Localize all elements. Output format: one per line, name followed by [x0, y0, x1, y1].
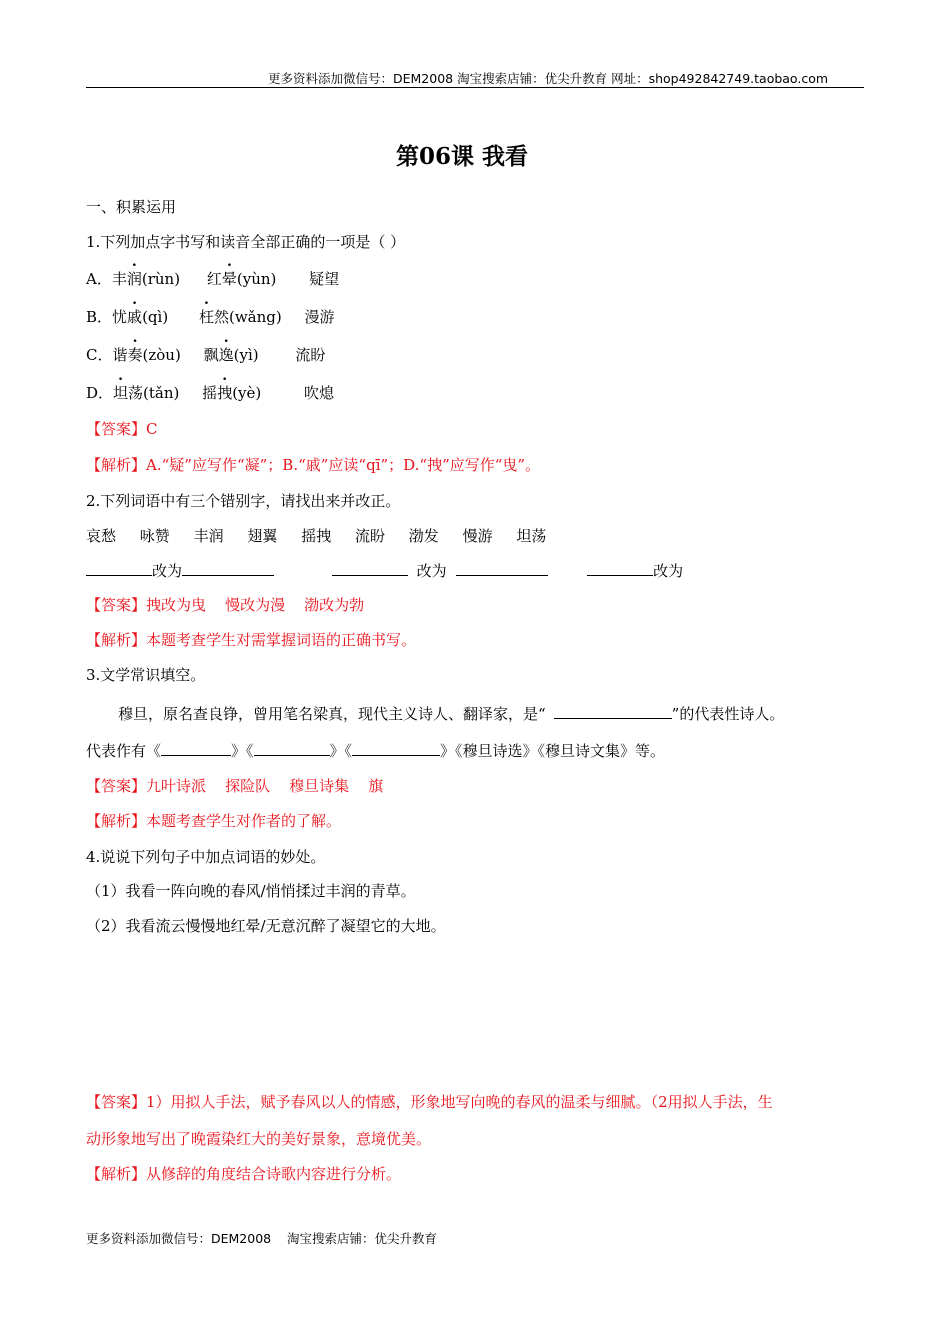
option-a: A．丰润(rùn) 红晕(yùn) 疑望 [86, 270, 340, 288]
q2-analysis: 【解析】本题考查学生对需掌握词语的正确书写。 [86, 631, 417, 649]
q3-answer: 【答案】九叶诗派 探险队 穆旦诗集 旗 [86, 777, 384, 795]
q4-answer-line1: 【答案】1）用拟人手法，赋予春风以人的情感，形象地写向晚的春风的温柔与细腻。（2用拟人手法，生 [86, 1093, 773, 1111]
blank-field[interactable] [456, 561, 548, 576]
word: 翅翼 [247, 527, 278, 545]
option-label: D． [86, 384, 114, 402]
dotted-char: 润 [126, 270, 142, 288]
q3-paragraph-line2: 代表作有《 》《 》《 》《穆旦诗选》《穆旦诗文集》等。 [86, 742, 666, 760]
blank-field[interactable] [182, 561, 274, 576]
word: 咏赞 [139, 527, 170, 545]
blank-field[interactable] [587, 561, 653, 576]
blank-field[interactable] [352, 741, 440, 756]
q4-sentence-1: （1）我看一阵向晚的春风/悄悄揉过丰润的青草。 [86, 882, 416, 900]
dotted-char: 奏 [127, 346, 143, 364]
blank-field[interactable] [332, 561, 408, 576]
question-4-stem: 4.说说下列句子中加点词语的妙处。 [86, 848, 326, 866]
question-2-stem: 2.下列词语中有三个错别字，请找出来并改正。 [86, 492, 401, 510]
q2-answer: 【答案】拽改为曳 慢改为漫 渤改为勃 [86, 596, 365, 614]
option-label: B． [86, 308, 113, 326]
page-header: 更多资料添加微信号：DEM2008 淘宝搜索店铺：优尖升教育 网址：shop492842749.taobao.com [268, 71, 829, 86]
dotted-char: 坦 [113, 384, 129, 402]
q4-answer-line2: 动形象地写出了晚霞染红大的美好景象，意境优美。 [86, 1130, 432, 1148]
dotted-char: 晕 [221, 270, 237, 288]
header-rule [86, 87, 864, 88]
blank-field[interactable] [554, 704, 672, 719]
word: 慢游 [462, 527, 493, 545]
option-b: B．忧戚(qì) 枉然(wǎng) 漫游 [86, 308, 335, 326]
word: 哀愁 [86, 527, 117, 545]
q4-sentence-2: （2）我看流云慢慢地红晕/无意沉醉了凝望它的大地。 [86, 917, 446, 935]
q1-analysis: 【解析】A.“疑”应写作“凝”；B.“戚”应读“qī”；D.“拽”应写作“曳”。 [86, 456, 541, 474]
page-title: 第06课 我看 [396, 143, 529, 170]
option-label: C． [86, 346, 113, 364]
q3-analysis: 【解析】本题考查学生对作者的了解。 [86, 812, 342, 830]
word: 坦荡 [516, 527, 547, 545]
correction-row: 改为 改为 改为 [86, 560, 683, 581]
dotted-char: 戚 [127, 308, 143, 326]
option-d: D．坦荡(tǎn) 摇拽(yè) 吹熄 [86, 384, 335, 402]
word-list [86, 525, 546, 546]
blank-field[interactable] [254, 741, 330, 756]
q1-answer: 【答案】C [86, 420, 158, 438]
word: 渤发 [408, 527, 439, 545]
q4-analysis: 【解析】从修辞的角度结合诗歌内容进行分析。 [86, 1165, 402, 1183]
blank-field[interactable] [161, 741, 231, 756]
dotted-char: 逸 [218, 346, 234, 364]
option-label: A． [86, 270, 112, 288]
q3-paragraph-line1: 穆旦，原名查良铮，曾用笔名梁真，现代主义诗人、翻译家，是“ ”的代表性诗人。 [118, 705, 785, 723]
question-3-stem: 3.文学常识填空。 [86, 666, 206, 684]
dotted-char: 拽 [217, 384, 233, 402]
word: 摇拽 [301, 527, 332, 545]
page-footer: 更多资料添加微信号：DEM2008 淘宝搜索店铺：优尖升教育 [86, 1231, 438, 1246]
blank-field[interactable] [86, 561, 152, 576]
word: 流盼 [354, 527, 385, 545]
word: 丰润 [193, 527, 224, 545]
question-1-stem: 1.下列加点字书写和读音全部正确的一项是（ ） [86, 233, 406, 251]
option-c: C．谐奏(zòu) 飘逸(yì) 流盼 [86, 346, 326, 364]
dotted-char: 枉 [198, 308, 214, 326]
section-heading: 一、积累运用 [86, 198, 177, 216]
